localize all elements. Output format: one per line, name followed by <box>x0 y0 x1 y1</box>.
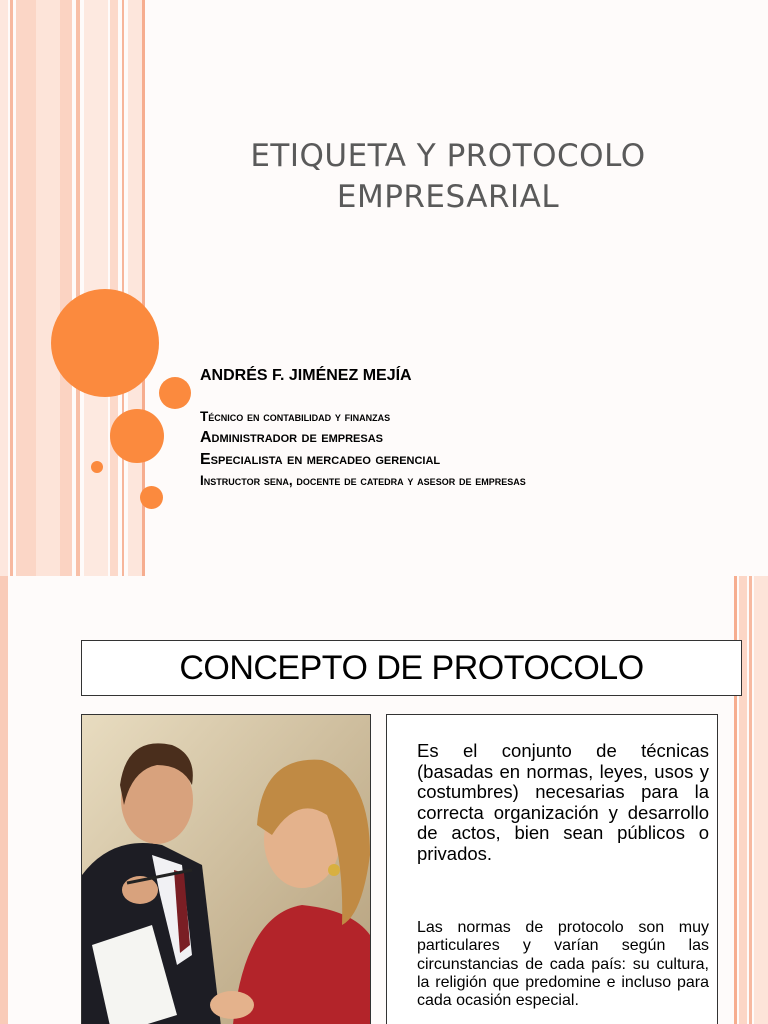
definition-box <box>386 714 718 1024</box>
presentation-title <box>200 136 696 218</box>
author-name: ANDRÉS F. JIMÉNEZ MEJÍA <box>200 367 412 384</box>
credential-2: Administrador de empresas <box>200 429 384 446</box>
small-circle-decoration <box>159 377 191 409</box>
title-line-2: EMPRESARIAL <box>336 179 560 215</box>
credential-3: Especialista en mercadeo gerencial <box>200 451 441 468</box>
title-line-1: ETIQUETA Y PROTOCOLO <box>250 138 646 174</box>
small-circle-decoration-2 <box>140 486 163 509</box>
credential-1: Técnico en contabilidad y finanzas <box>200 409 391 424</box>
medium-circle-decoration <box>110 409 164 463</box>
photo-illustration <box>82 715 370 1024</box>
slide-title-box <box>81 640 742 696</box>
business-meeting-photo <box>81 714 371 1024</box>
tiny-circle-decoration <box>91 461 103 473</box>
left-stripe <box>0 576 8 1024</box>
norms-paragraph: Las normas de protocolo son muy particulares y varían según las circunstancias de cada país: su cultura, la religión que predomine e incluso para cada ocasión especial. <box>417 919 709 1010</box>
definition-paragraph: Es el conjunto de técnicas (basadas en normas, leyes, usos y costumbres) necesarias para la correcta organización y desarrollo de actos, bien sean públicos o privados. <box>417 740 709 864</box>
credential-4: Instructor sena, docente de catedra y asesor de empresas <box>200 473 526 488</box>
large-circle-decoration <box>51 289 159 397</box>
concept-slide <box>0 576 768 1024</box>
decorative-stripes <box>0 0 148 576</box>
slide-title: CONCEPTO DE PROTOCOLO <box>179 649 644 687</box>
